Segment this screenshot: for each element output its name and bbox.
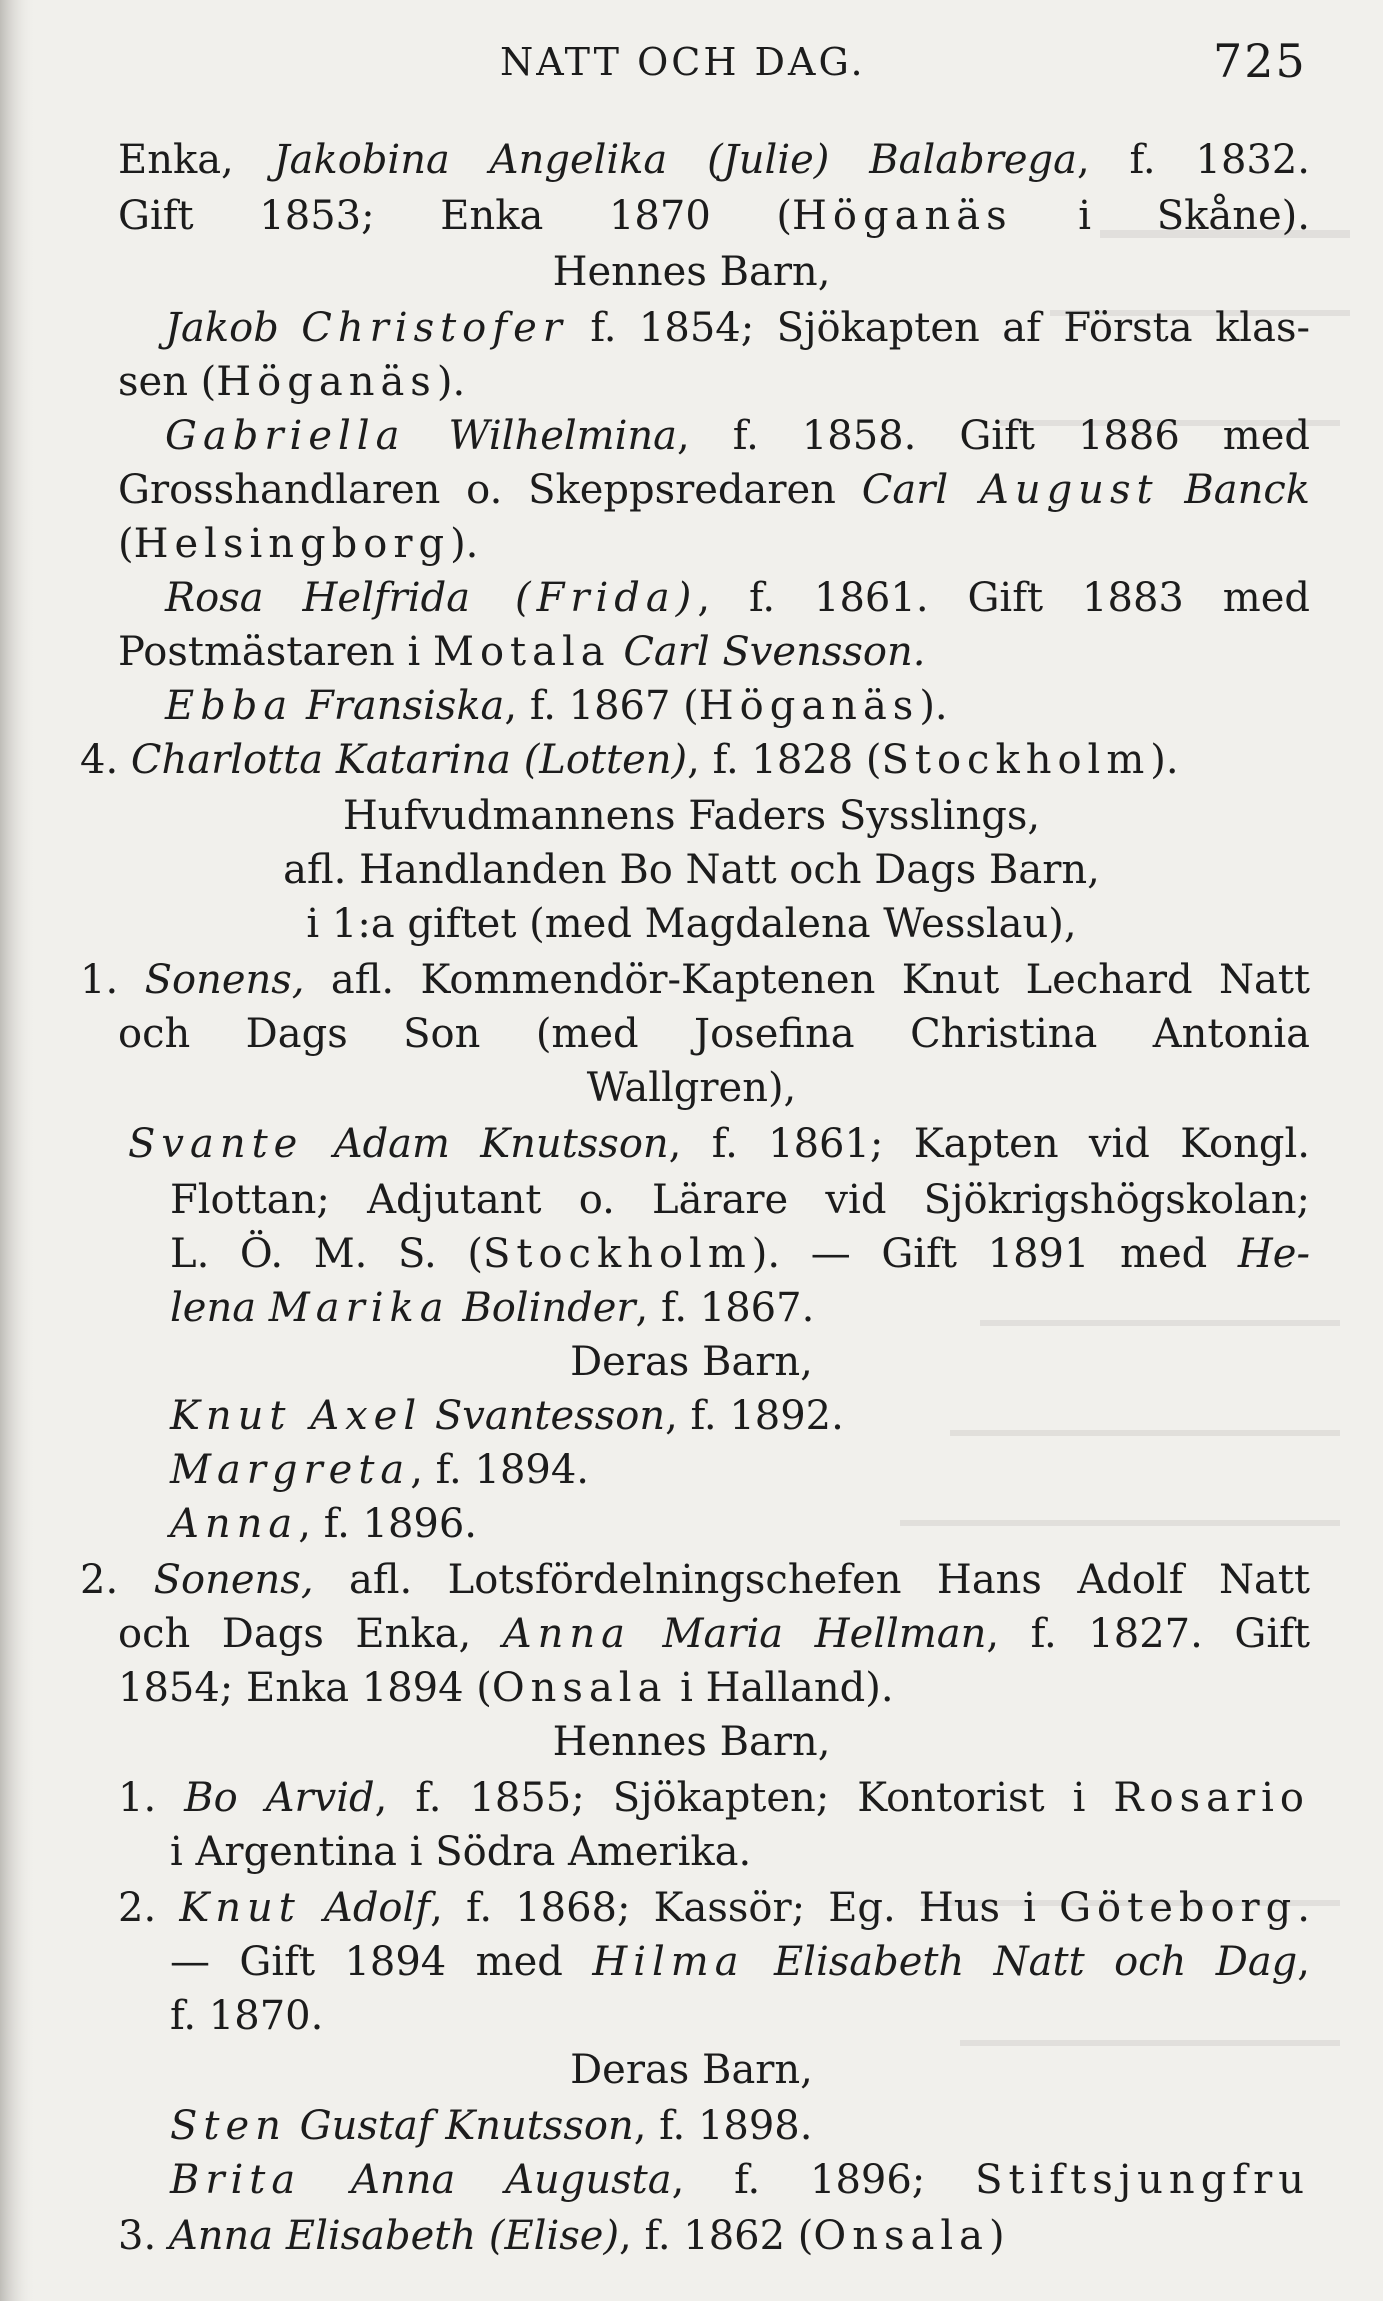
person-name: Bo Arvid — [184, 1775, 375, 1821]
heading-text: Hufvudmannens Faders Sysslings, — [342, 793, 1041, 839]
person-name: He- — [1237, 1231, 1310, 1277]
text-line-22 — [170, 1284, 814, 1332]
person-name: Gustaf Knutsson — [286, 2103, 634, 2149]
text-run: , f. 1828 ( — [687, 737, 882, 783]
text-line-18 — [0, 1064, 1383, 1112]
person-name: Margreta — [170, 1447, 411, 1493]
text-line-25 — [170, 1446, 589, 1494]
person-name: Ebba — [165, 683, 294, 729]
heading-text: Hennes Barn, — [552, 1719, 831, 1765]
heading-text: Deras Barn, — [570, 2047, 813, 2093]
place-name: Stockholm — [482, 1231, 752, 1277]
text-line-9 — [165, 574, 1310, 622]
text-run — [279, 305, 301, 351]
person-name: Bolinder — [449, 1285, 636, 1331]
place-name: Onsala — [491, 1665, 668, 1711]
person-name: Knut — [179, 1885, 301, 1931]
person-name: Wilhelmina — [405, 413, 677, 459]
text-line-35 — [170, 1992, 323, 2040]
person-name: lena — [170, 1285, 269, 1331]
section-heading — [0, 1338, 1383, 1386]
text-run: — Gift 1894 med — [170, 1939, 593, 1985]
entry-number: 1. — [118, 1775, 185, 1821]
text-run: , f. 1862 ( — [619, 2213, 814, 2259]
text-run: Sonens, — [153, 1557, 314, 1603]
text-run: , — [1297, 1939, 1310, 1985]
text-line-34 — [170, 1938, 1310, 1986]
text-run: . — [1297, 1885, 1310, 1931]
text-line-8 — [118, 520, 1310, 568]
text-run: Postmästaren i — [118, 629, 433, 675]
text-run: Stiftsjungfru — [975, 2157, 1310, 2203]
text-run: i Halland). — [667, 1665, 894, 1711]
text-run: f. 1870. — [170, 1993, 324, 2039]
entry-number: 2. — [118, 1885, 180, 1931]
person-name: Rosa Helfrida — [165, 575, 471, 621]
person-name: Sten — [170, 2103, 287, 2149]
person-name: Marika — [268, 1285, 450, 1331]
person-name: Adam Knutsson — [303, 1121, 669, 1167]
text-line-28 — [118, 1610, 1310, 1658]
person-name: Anna Augusta — [301, 2157, 672, 2203]
text-run: , f. 1861. Gift 1883 med — [697, 575, 1311, 621]
text-line-6 — [165, 412, 1310, 460]
person-name: Gabriella — [165, 413, 406, 459]
person-name: Fransiska — [293, 683, 505, 729]
place-name: Höganäs — [792, 193, 1013, 239]
text-run: ). — [919, 683, 948, 729]
text-run: , f. 1861; Kapten vid Kongl. — [668, 1121, 1311, 1167]
heading-text: Hennes Barn, — [552, 249, 831, 295]
text-line-17 — [118, 1010, 1310, 1058]
text-line-39 — [118, 2212, 1005, 2260]
text-run: i Argentina i Södra Amerika. — [170, 1829, 752, 1875]
text-line-33 — [118, 1884, 1310, 1932]
text-line-12 — [80, 736, 1179, 784]
text-run: , f. 1896. — [298, 1501, 478, 1547]
text-line-26 — [170, 1500, 477, 1548]
text-line-27 — [80, 1556, 1310, 1604]
text-run: Wallgren), — [586, 1065, 797, 1111]
place-name: Onsala — [813, 2213, 989, 2259]
place-name: Höganäs — [216, 359, 437, 405]
text-run: ) — [988, 2213, 1005, 2259]
text-line-29 — [118, 1664, 1310, 1712]
place-name: Göteborg — [1059, 1885, 1298, 1931]
text-line-2 — [118, 192, 1310, 240]
section-heading — [0, 792, 1383, 840]
text-run: , f. 1855; Sjökapten; Kontorist i — [374, 1775, 1114, 1821]
section-heading — [0, 900, 1383, 948]
person-name: Jakobina Angelika (Julie) Balabrega — [273, 137, 1077, 183]
section-heading — [0, 846, 1383, 894]
person-name: (Frida) — [470, 575, 698, 621]
text-line-11 — [165, 682, 1310, 730]
text-line-21 — [170, 1230, 1310, 1278]
place-name: Höganäs — [698, 683, 920, 729]
text-line-4 — [165, 304, 1310, 352]
text-line-38 — [170, 2156, 1310, 2204]
text-run: , f. 1832. — [1076, 137, 1311, 183]
text-line-16 — [80, 956, 1310, 1004]
text-run: 1854; Enka 1894 ( — [118, 1665, 492, 1711]
person-name: August — [948, 467, 1159, 513]
text-run: Gift 1853; Enka 1870 ( — [118, 193, 793, 239]
text-run: ). — [436, 359, 466, 405]
text-line-1 — [118, 136, 1310, 184]
text-run: ). — Gift 1891 med — [751, 1231, 1238, 1277]
text-run: ). — [1150, 737, 1179, 783]
entry-number: 1. — [80, 957, 145, 1003]
text-run: , f. 1858. Gift 1886 med — [677, 413, 1310, 459]
place-name: Stockholm — [881, 737, 1151, 783]
person-name: Maria Hellman — [631, 1611, 987, 1657]
text-run: Enka, — [118, 137, 274, 183]
text-run: Grosshandlaren o. Skeppsredaren — [118, 467, 862, 513]
place-name: Rosario — [1113, 1775, 1310, 1821]
text-line-20 — [170, 1176, 1310, 1224]
text-run: Sonens, — [144, 957, 305, 1003]
person-name: Svantesson — [422, 1393, 666, 1439]
running-title: NATT OCH DAG. — [500, 40, 866, 84]
heading-text: afl. Handlanden Bo Natt och Dags Barn, — [283, 847, 1100, 893]
person-name: Carl — [861, 467, 949, 513]
person-name: Elisabeth Natt och Dag — [744, 1939, 1298, 1985]
text-line-32 — [170, 1828, 1362, 1876]
text-line-19 — [128, 1120, 1310, 1168]
text-run: , f. 1867 ( — [504, 683, 699, 729]
section-heading — [0, 1718, 1383, 1766]
person-name: Christofer — [301, 305, 568, 351]
text-run: , f. 1898. — [633, 2103, 813, 2149]
text-run: ( — [118, 521, 134, 567]
person-name: Svante — [128, 1121, 304, 1167]
person-name: Brita — [170, 2157, 302, 2203]
text-line-10 — [118, 628, 1310, 676]
text-run: ). — [450, 521, 479, 567]
text-line-7 — [118, 466, 1310, 514]
text-line-24 — [170, 1392, 844, 1440]
text-run: , f. 1892. — [665, 1393, 844, 1439]
heading-text: Deras Barn, — [570, 1339, 813, 1385]
section-heading — [0, 248, 1383, 296]
text-line-37 — [170, 2102, 812, 2150]
entry-number: 2. — [80, 1557, 154, 1603]
person-name: Anna — [170, 1501, 299, 1547]
text-line-5 — [118, 358, 1310, 406]
text-run: afl. Lotsfördelningschefen Hans Adolf Natt — [313, 1557, 1310, 1603]
person-name: Adolf — [300, 1885, 431, 1931]
text-run: , f. 1896; — [671, 2157, 976, 2203]
person-name: Carl Svensson. — [623, 629, 926, 675]
page-number: 725 — [1213, 34, 1307, 88]
text-run: i Skåne). — [1012, 193, 1310, 239]
text-line-31 — [118, 1774, 1310, 1822]
entry-number: 4. — [80, 737, 131, 783]
person-name: Banck — [1158, 467, 1310, 513]
person-name: Charlotta Katarina (Lotten) — [130, 737, 688, 783]
person-name: Jakob — [165, 305, 279, 351]
place-name: Motala — [432, 629, 611, 675]
text-run: , f. 1867. — [635, 1285, 815, 1331]
text-run: och Dags Enka, — [118, 1611, 503, 1657]
person-name: Anna — [502, 1611, 631, 1657]
text-run: , f. 1868; Kassör; Eg. Hus i — [430, 1885, 1060, 1931]
text-run: f. 1854; Sjökapten af Första klas- — [567, 305, 1310, 351]
text-run: Flottan; Adjutant o. Lärare vid Sjökrigshögskolan; — [170, 1177, 1310, 1223]
text-run: sen ( — [118, 359, 217, 405]
person-name: Knut Axel — [170, 1393, 423, 1439]
text-run: , f. 1827. Gift — [986, 1611, 1310, 1657]
entry-number: 3. — [118, 2213, 169, 2259]
section-heading — [0, 2046, 1383, 2094]
text-run: , f. 1894. — [410, 1447, 589, 1493]
place-name: Helsingborg — [133, 521, 451, 567]
text-run — [611, 629, 624, 675]
heading-text: i 1:a giftet (med Magdalena Wesslau), — [306, 901, 1077, 947]
person-name: Hilma — [592, 1939, 745, 1985]
person-name: Anna Elisabeth (Elise) — [168, 2213, 620, 2259]
text-run: afl. Kommendör-Kaptenen Knut Lechard Natt — [304, 957, 1310, 1003]
text-run: L. Ö. M. S. ( — [170, 1231, 483, 1277]
text-run: och Dags Son (med Josefina Christina Antonia — [118, 1011, 1310, 1057]
